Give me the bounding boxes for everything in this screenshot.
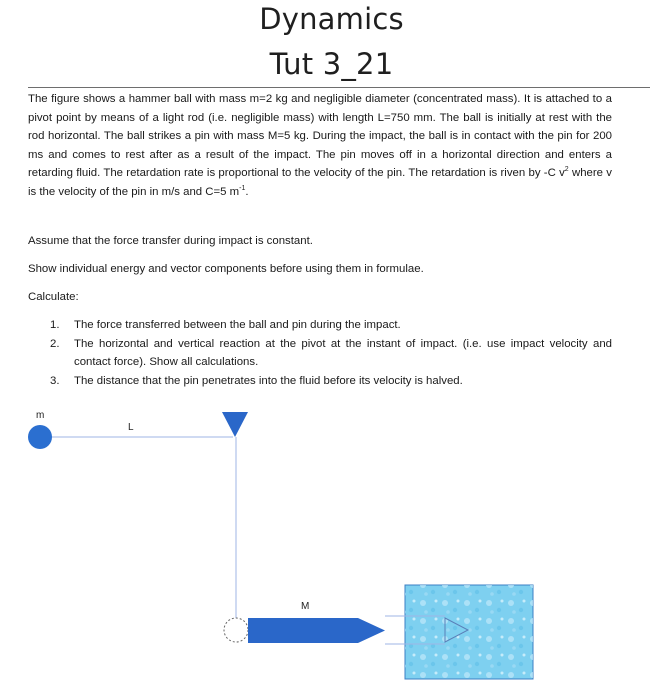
question-number: 3. — [50, 374, 60, 387]
problem-text-continued: where v is the velocity of the pin in m/s and C=5 m — [28, 167, 612, 198]
pin-tip-icon — [358, 618, 385, 643]
question-text: The force transferred between the ball and pin during the impact. — [74, 319, 401, 331]
pin-label-M: M — [301, 601, 310, 612]
squared-superscript: 2 — [564, 166, 569, 174]
pivot-triangle-icon — [222, 412, 248, 437]
question-text: The distance that the pin penetrates into the fluid before its velocity is halved. — [74, 374, 463, 387]
assumption-text: Assume that the force transfer during impact is constant. — [28, 235, 313, 247]
pin-body — [248, 618, 358, 643]
list-item — [50, 372, 612, 391]
fluid-bubbles-texture — [405, 585, 533, 679]
question-text: The horizontal and vertical reaction at the pivot at the instant of impact. (i.e. use impact velocity and contact force). Show all calculations. — [74, 337, 612, 369]
inverse-superscript: -1 — [239, 185, 246, 193]
question-number: 2. — [50, 337, 60, 350]
calculate-heading: Calculate: — [28, 291, 79, 303]
list-item — [50, 316, 612, 335]
instruction-text: Show individual energy and vector components before using them in formulae. — [28, 263, 424, 275]
ball-impact-position-icon — [224, 618, 248, 642]
problem-text: The figure shows a hammer ball with mass m=2 kg and negligible diameter (concentrated mass). It is attached to a pivot point by means of a light rod (i.e. negligible mass) with length L=750 mm. The ball is initially at rest with the rod horizontal. The ball strikes a pin with mass M=5 kg. During the impact, the ball is in contact with the pin for 200 ms and comes to rest after as a result of the impact. The pin moves off in a horizontal direction and enters a retarding fluid. The retardation rate is proportional to the velocity of the pin. The retardation is riven by -C v — [28, 93, 612, 180]
rod-label-L: L — [128, 422, 134, 433]
ball-mass-icon — [28, 425, 52, 449]
question-number: 1. — [50, 319, 60, 331]
problem-statement — [28, 90, 612, 202]
problem-text-end: . — [245, 185, 249, 198]
hammer-figure — [0, 400, 663, 700]
list-item — [50, 335, 612, 372]
page-subtitle: Tut 3_21 — [269, 47, 394, 81]
question-list — [50, 316, 612, 390]
ball-label-m: m — [36, 410, 45, 421]
page-title: Dynamics — [259, 2, 404, 36]
title-divider — [28, 87, 650, 88]
